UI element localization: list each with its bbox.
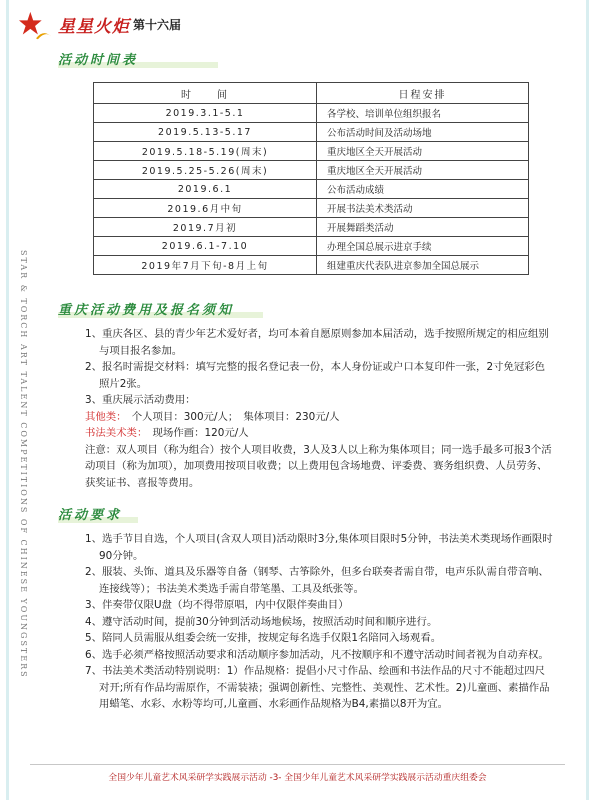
fee-other-text: 个人项目：300元/人； 集体项目：230元/人	[131, 410, 340, 423]
star-logo-icon	[16, 10, 56, 44]
fees-note: 注意：双人项目（称为组合）按个人项目收费，3人及3人以上称为集体项目；同一选手最多可报3个活动项目（称为加项），加项费用按项目收费；以上费用包含场地费、评委费、赛务组织费、人员劳务、获奖证书、喜报等费用。	[85, 443, 552, 489]
table-row	[94, 104, 529, 123]
footer-divider	[30, 764, 565, 765]
col-plan-header: 日程安排	[317, 83, 529, 104]
time-cell: 2019.3.1-5.1	[94, 104, 317, 123]
fees-item-3: 3、重庆展示活动费用：	[85, 394, 196, 406]
requirement-item: 6、选手必须严格按照活动要求和活动顺序参加活动，凡不按顺序和不遵守活动时间者视为自动弃权。	[85, 648, 549, 661]
table-row	[94, 142, 529, 161]
time-cell: 2019年7月下旬-8月上旬	[94, 256, 317, 275]
page-footer: 全国少年儿童艺术风采研学实践展示活动 -3- 全国少年儿童艺术风采研学实践展示活动重庆组委会	[108, 773, 487, 783]
col-time-header: 时 间	[94, 83, 317, 104]
fee-art-text: 现场作画：120元/人	[152, 427, 249, 439]
schedule-table	[93, 82, 529, 275]
fee-art-line	[85, 425, 555, 442]
side-vertical-text: STAR & TORCH ART TALENT COMPETITIONS OF CHINESE YOUNGSTERS	[19, 250, 28, 679]
left-stripe	[6, 0, 9, 800]
requirements-body	[85, 531, 555, 713]
plan-cell: 公布活动时间及活动场地	[317, 123, 529, 142]
table-row	[94, 218, 529, 237]
table-row	[94, 161, 529, 180]
time-cell: 2019.5.18-5.19(周末)	[94, 142, 317, 161]
fee-art-label: 书法美术类：	[85, 427, 143, 439]
plan-cell: 开展书法美术类活动	[317, 199, 529, 218]
requirement-item: 3、伴奏带仅限U盘（均不得带原唱，内中仅限伴奏曲目）	[85, 599, 349, 611]
fee-other-label: 其他类：	[85, 410, 122, 423]
plan-cell: 组建重庆代表队进京参加全国总展示	[317, 256, 529, 275]
table-row	[94, 180, 529, 199]
time-cell: 2019.6.1-7.10	[94, 237, 317, 256]
time-cell: 2019.6.1	[94, 180, 317, 199]
right-stripe	[586, 0, 589, 800]
requirement-item: 7、书法美术类活动特别说明：1）作品规格：提倡小尺寸作品、绘画和书法作品的尺寸不能超过四尺对开;所有作品均需原作，不需装裱；强调创新性、完整性、美观性、艺术性。2)儿童画、素描作品用蜡笔、水彩、水粉等均可,儿童画、水彩画作品规格为B4,素描以8开为宜。	[85, 665, 550, 710]
table-row	[94, 199, 529, 218]
fees-body	[85, 326, 555, 491]
requirement-item: 2、服装、头饰、道具及乐器等自备（钢琴、古筝除外，但多台联奏者需自带，电声乐队需自带音响、连接线等）；书法美术类选手需自带笔墨、工具及纸张等。	[85, 566, 549, 595]
table-row	[94, 237, 529, 256]
time-cell: 2019.6月中旬	[94, 199, 317, 218]
requirement-item: 4、遵守活动时间，提前30分钟到活动场地候场，按照活动时间和顺序进行。	[85, 615, 438, 628]
plan-cell: 重庆地区全天开展活动	[317, 142, 529, 161]
plan-cell: 办理全国总展示进京手续	[317, 237, 529, 256]
fees-item-2: 2、报名时需提交材料：填写完整的报名登记表一份，本人身份证或户口本复印件一张，2寸免冠彩色照片2张。	[85, 361, 546, 390]
table-row	[94, 256, 529, 275]
plan-cell: 公布活动成绩	[317, 180, 529, 199]
plan-cell: 开展舞蹈类活动	[317, 218, 529, 237]
edition-label: 第十六届	[133, 18, 182, 32]
time-cell: 2019.5.13-5.17	[94, 123, 317, 142]
time-cell: 2019.5.25-5.26(周末)	[94, 161, 317, 180]
requirement-item: 5、陪同人员需服从组委会统一安排，按规定每名选手仅限1名陪同入场观看。	[85, 632, 442, 644]
plan-cell: 各学校、培训单位组织报名	[317, 104, 529, 123]
fee-other-line	[85, 409, 555, 426]
plan-cell: 重庆地区全天开展活动	[317, 161, 529, 180]
time-cell: 2019.7月初	[94, 218, 317, 237]
requirements-title: 活动要求	[58, 508, 123, 523]
fees-title: 重庆活动费用及报名须知	[58, 303, 235, 318]
requirement-item: 1、选手节目自选，个人项目(含双人项目)活动限时3分,集体项目限时5分钟，书法美术类现场作画限时90分钟。	[85, 533, 553, 562]
table-header-row	[94, 83, 529, 104]
brand-title: 星星火炬	[58, 17, 130, 37]
table-row	[94, 123, 529, 142]
schedule-title: 活动时间表	[58, 53, 139, 68]
fees-item-1: 1、重庆各区、县的青少年艺术爱好者，均可本着自愿原则参加本届活动，选手按照所规定的相应组别与项目报名参加。	[85, 328, 549, 357]
